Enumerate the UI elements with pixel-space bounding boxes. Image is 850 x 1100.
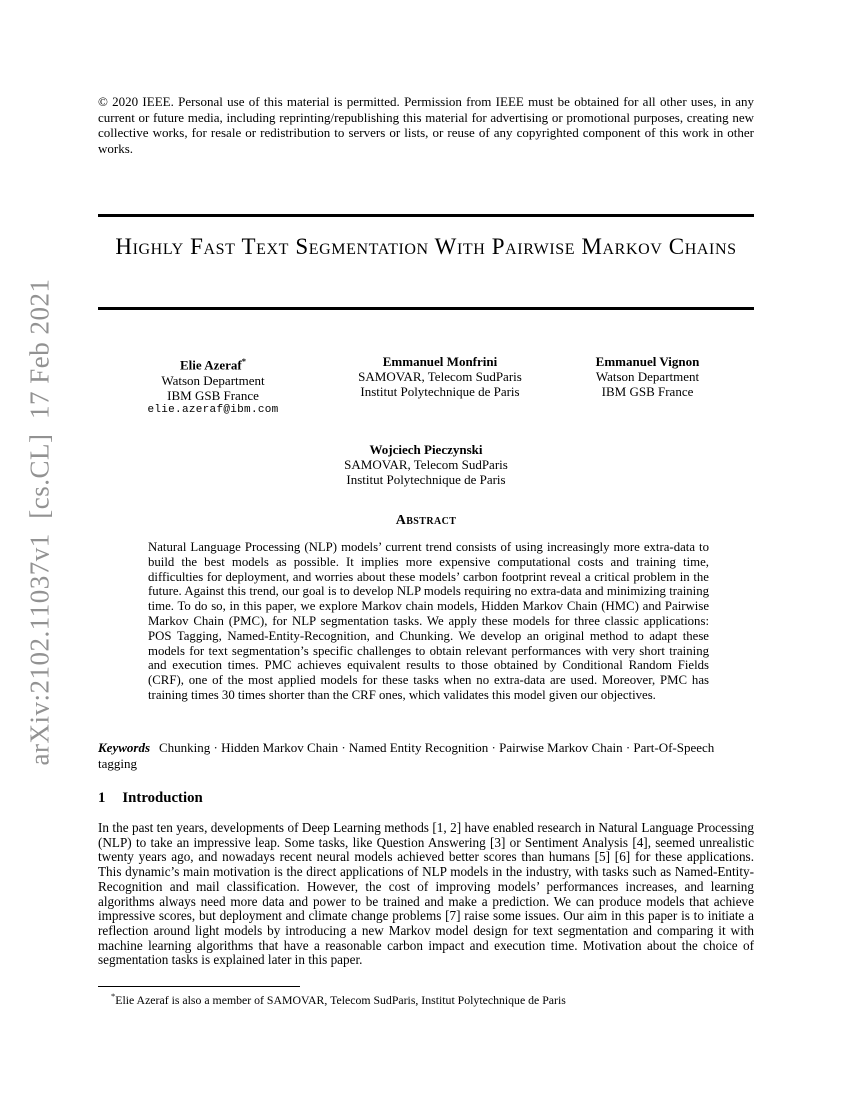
author-email: elie.azeraf@ibm.com (147, 403, 279, 416)
author-affiliation: Watson Department (161, 372, 265, 388)
abstract-heading: Abstract (395, 513, 457, 528)
copyright-notice: © 2020 IEEE. Personal use of this material is permitted. Permission from IEEE must be obtained for all other uses, in any current or future media, including reprinting/republishing this material for advertising or promotional purposes, creating new collective works, for resale or redistribution to servers or lists, or reuse of any copyrighted component of this work in other works. (98, 94, 754, 156)
author-block-3 (550, 354, 745, 400)
introduction-paragraph: In the past ten years, developments of Deep Learning methods [1, 2] have enabled research in Natural Language Processing (NLP) to take an impressive leap. Some tasks, like Question Answering [3] or Sentiment Analysis [4], seemed unrealistic twenty years ago, and nowadays recent neural models achieved better scores than humans [5] [6] for these applications. This dynamic’s main motivation is the direct applications of NLP models in the industry, with tasks such as Named-Entity-Recognition and mail classification. However, the cost of improving models’ performances increases, and learning algorithms always need more data and power to be trained and make a prediction. We can produce models that achieve impressive scores, but deployment and climate change problems [7] raise some issues. Our aim in this paper is to initiate a reflection around light models by introducing a new Markov model design for text segmentation and comparing it with machine learning algorithms that have a reasonable carbon impact and execution time. Motivation about the choice of segmentation tasks is explained later in this paper. (98, 820, 754, 968)
footnote-text: Elie Azeraf is also a member of SAMOVAR, Telecom SudParis, Institut Polytechnique de Paris (115, 992, 566, 1007)
author-affiliation: SAMOVAR, Telecom SudParis (358, 369, 522, 385)
author-affiliation: SAMOVAR, Telecom SudParis (344, 457, 508, 473)
keywords-label: Keywords (98, 740, 150, 755)
author-affiliation: Institut Polytechnique de Paris (346, 472, 506, 488)
footnote-rule (98, 986, 300, 987)
author-affiliation: IBM GSB France (601, 384, 694, 400)
paper-title: Highly Fast Text Segmentation With Pairwise Markov Chains (115, 234, 737, 259)
keywords-text: Chunking · Hidden Markov Chain · Named Entity Recognition · Pairwise Markov Chain · Part-Of-Speech tagging (98, 740, 715, 771)
author-affiliation: Watson Department (595, 369, 700, 385)
author-name: Elie Azeraf* (180, 356, 246, 373)
title-rule-bottom (98, 307, 754, 310)
author-name: Emmanuel Monfrini (382, 354, 498, 369)
footnote (98, 990, 754, 1007)
author-affiliation: Institut Polytechnique de Paris (360, 384, 520, 400)
keywords-line (98, 740, 754, 771)
author-block-4 (98, 442, 754, 488)
author-name: Wojciech Pieczynski (369, 442, 483, 457)
section-title: Introduction (122, 790, 203, 806)
arxiv-identifier: arXiv:2102.11037v1 [cs.CL] 17 Feb 2021 (24, 278, 55, 766)
title-rule-top (98, 214, 754, 217)
author-affiliation: IBM GSB France (167, 387, 259, 403)
footnote-mark: * (111, 991, 116, 1001)
section-1-heading (98, 790, 754, 807)
author-block-2 (330, 354, 550, 400)
author-footnote-mark: * (241, 356, 246, 366)
abstract-text: Natural Language Processing (NLP) models’ current trend consists of using increasingly more extra-data to build the best models as possible. It implies more expensive computational costs and training time, difficulties for deployment, and worries about these models’ carbon footprint reveal a critical problem in the future. Against this trend, our goal is to develop NLP models requiring no extra-data and minimizing training time. To do so, in this paper, we explore Markov chain models, Hidden Markov Chain (HMC) and Pairwise Markov Chain (PMC), for NLP segmentation tasks. We apply these models for three classic applications: POS Tagging, Named-Entity-Recognition, and Chunking. We develop an original method to adapt these models for text segmentation’s specific challenges to obtain relevant performances with very short training and execution times. PMC achieves equivalent results to those obtained by Conditional Random Fields (CRF), one of the most applied models for these tasks when no extra-data are used. Moreover, PMC has training times 30 times shorter than the CRF ones, which validates this model given our objectives. (148, 540, 709, 702)
section-number: 1 (98, 790, 106, 806)
author-block-1 (98, 354, 328, 418)
author-name: Emmanuel Vignon (595, 354, 700, 369)
